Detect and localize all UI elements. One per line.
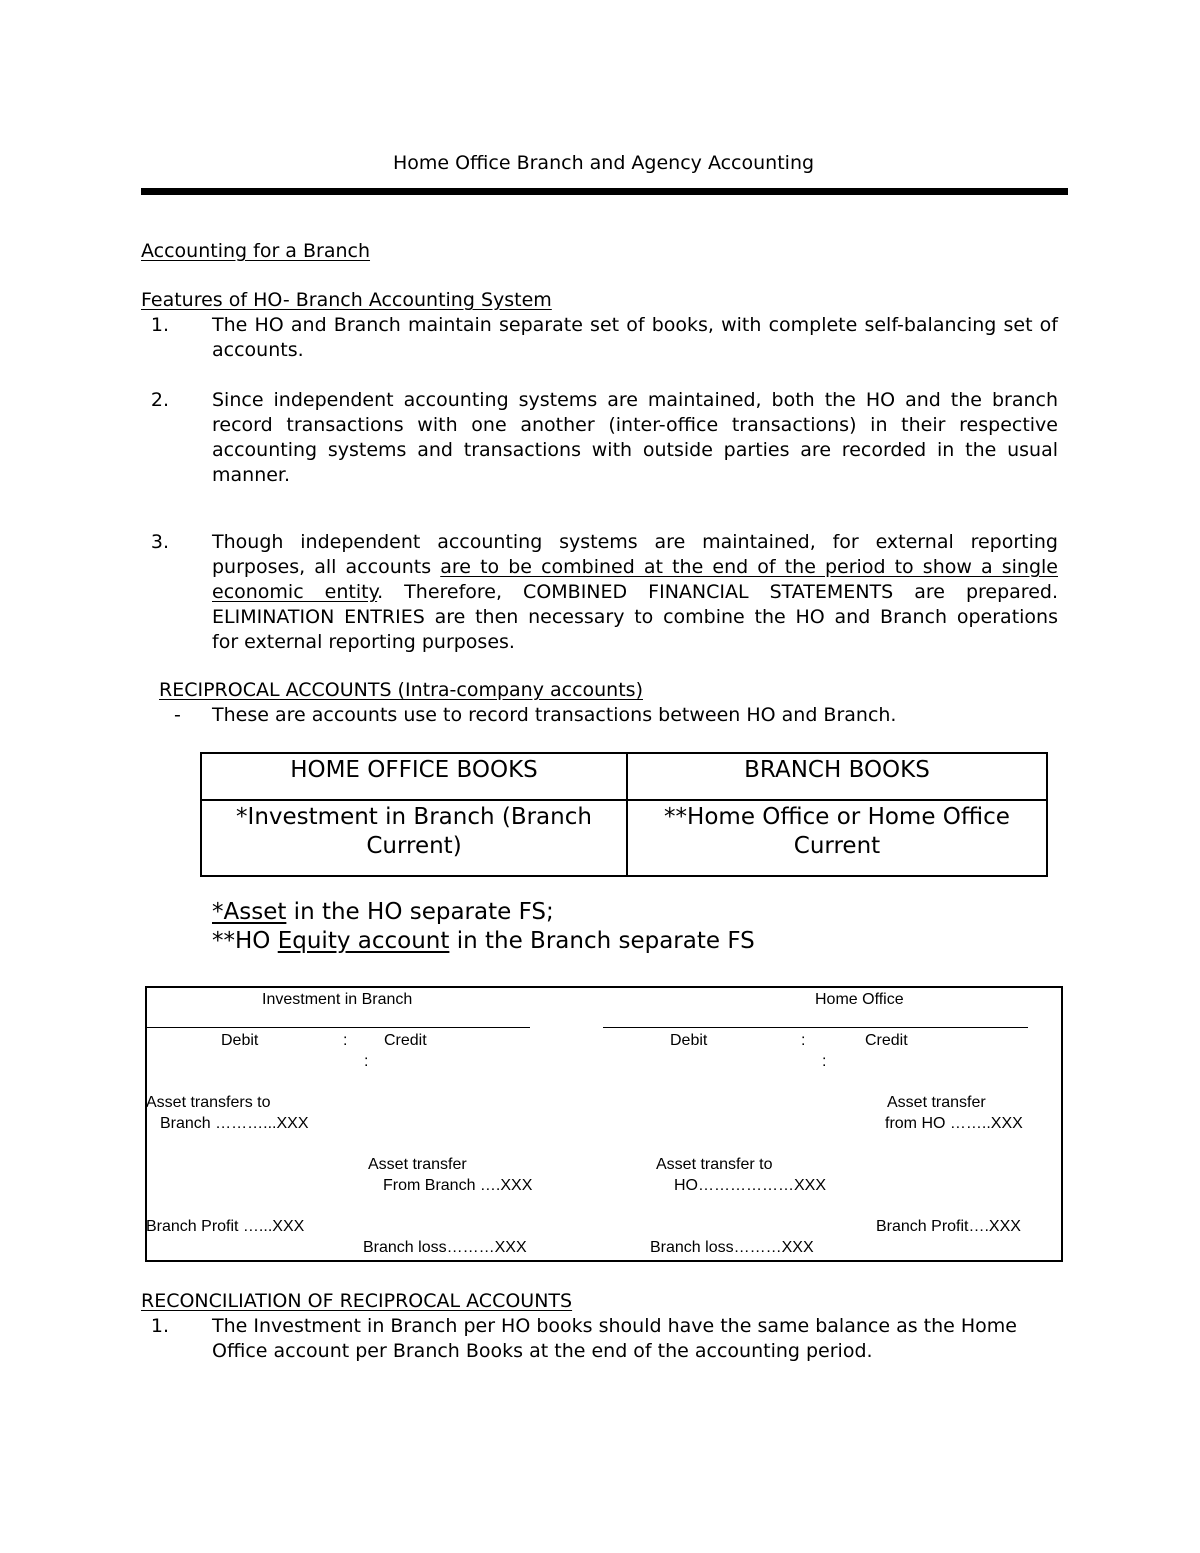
- cell-line: Current): [366, 833, 462, 859]
- text-line: Though independent accounting systems are maintained, for external reporting: [212, 531, 1058, 553]
- underlined-phrase: economic entity: [212, 581, 378, 603]
- features-heading: Features of HO- Branch Accounting System: [141, 289, 552, 311]
- colon-separator: :: [822, 1053, 827, 1070]
- branch-books-header: BRANCH BOOKS: [627, 753, 1047, 800]
- home-office-title: Home Office: [815, 991, 904, 1008]
- list-item-text: [212, 388, 1058, 488]
- list-number: 1.: [150, 314, 169, 336]
- header-divider: [141, 188, 1068, 195]
- reconciliation-heading: RECONCILIATION OF RECIPROCAL ACCOUNTS: [141, 1290, 573, 1312]
- ledger-entry: From Branch ….XXX: [383, 1177, 533, 1194]
- credit-label: Credit: [384, 1032, 427, 1049]
- list-number: 2.: [150, 389, 169, 411]
- debit-label: Debit: [221, 1032, 259, 1049]
- text-fragment: in the Branch separate FS: [449, 928, 755, 954]
- text-fragment: in the HO separate FS;: [286, 899, 554, 925]
- note-asset-line: [212, 898, 554, 927]
- text-line: accounts.: [212, 339, 304, 361]
- list-item-text: [212, 313, 1058, 363]
- investment-in-branch-title: Investment in Branch: [262, 991, 413, 1008]
- list-item-text: [212, 1314, 1058, 1364]
- debit-label: Debit: [670, 1032, 708, 1049]
- ledger-entry: Branch loss………XXX: [650, 1239, 814, 1256]
- ledger-entry: HO………………XXX: [674, 1177, 827, 1194]
- ledger-entry: from HO ……..XXX: [885, 1115, 1023, 1132]
- table-header-row: [201, 753, 1047, 800]
- list-number: 1.: [150, 1315, 169, 1337]
- account-underline: [147, 1027, 530, 1028]
- cell-line: Current: [793, 833, 881, 859]
- bullet-dash: -: [174, 704, 181, 726]
- text-line: The HO and Branch maintain separate set of books, with complete self-balancing set of: [212, 314, 1058, 336]
- cell-line: **Home Office or Home Office: [664, 804, 1010, 830]
- text-line: accounting systems and transactions with outside parties are recorded in the usual: [212, 439, 1058, 461]
- section-heading-accounting-for-branch: Accounting for a Branch: [141, 240, 371, 262]
- text-fragment: **HO: [212, 928, 278, 954]
- underlined-phrase: *Asset: [212, 899, 287, 925]
- ledger-entry: Branch Profit….XXX: [876, 1218, 1021, 1235]
- ledger-entry: Branch ………...XXX: [160, 1115, 309, 1132]
- text-line: Office account per Branch Books at the end of the accounting period.: [212, 1340, 873, 1362]
- ledger-entry: Asset transfer: [887, 1094, 986, 1111]
- text-line: record transactions with one another (inter-office transactions) in their respective: [212, 414, 1058, 436]
- ledger-entry: Asset transfer to: [656, 1156, 773, 1173]
- text-fragment: . Therefore, COMBINED FINANCIAL STATEMENTS are prepared.: [377, 581, 1058, 603]
- ledger-entry: Branch Profit …...XXX: [146, 1218, 305, 1235]
- colon-separator: :: [343, 1032, 348, 1049]
- home-office-books-header: HOME OFFICE BOOKS: [201, 753, 627, 800]
- ledger-entry: Asset transfer: [368, 1156, 467, 1173]
- cell-line: *Investment in Branch (Branch: [236, 804, 592, 830]
- underlined-phrase: Equity account: [277, 928, 450, 954]
- account-underline: [603, 1027, 1028, 1028]
- text-line: ELIMINATION ENTRIES are then necessary to combine the HO and Branch operations: [212, 606, 1058, 628]
- books-table: [200, 752, 1048, 877]
- text-line: manner.: [212, 464, 291, 486]
- text-line: Since independent accounting systems are maintained, both the HO and the branch: [212, 389, 1058, 411]
- list-number: 3.: [150, 531, 169, 553]
- colon-separator: :: [801, 1032, 806, 1049]
- credit-label: Credit: [865, 1032, 908, 1049]
- reciprocal-accounts-description: These are accounts use to record transactions between HO and Branch.: [212, 704, 897, 726]
- text-line: [212, 555, 1058, 580]
- note-equity-line: [212, 927, 755, 956]
- reciprocal-accounts-heading: RECIPROCAL ACCOUNTS (Intra-company accounts): [159, 679, 643, 701]
- colon-separator: :: [364, 1053, 369, 1070]
- list-item-text: [212, 530, 1058, 655]
- text-line: [212, 580, 1058, 605]
- branch-books-cell: [627, 800, 1047, 876]
- text-fragment: purposes, all accounts: [212, 556, 441, 578]
- home-office-books-cell: [201, 800, 627, 876]
- ledger-entry: Branch loss………XXX: [363, 1239, 527, 1256]
- ledger-entry: Asset transfers to: [146, 1094, 271, 1111]
- text-line: for external reporting purposes.: [212, 631, 515, 653]
- text-line: The Investment in Branch per HO books should have the same balance as the Home: [212, 1315, 1017, 1337]
- document-header-title: Home Office Branch and Agency Accounting: [392, 152, 815, 174]
- table-row: [201, 800, 1047, 876]
- t-account-ledger: [145, 986, 1063, 1262]
- underlined-phrase: are to be combined at the end of the period to show a single: [440, 556, 1058, 578]
